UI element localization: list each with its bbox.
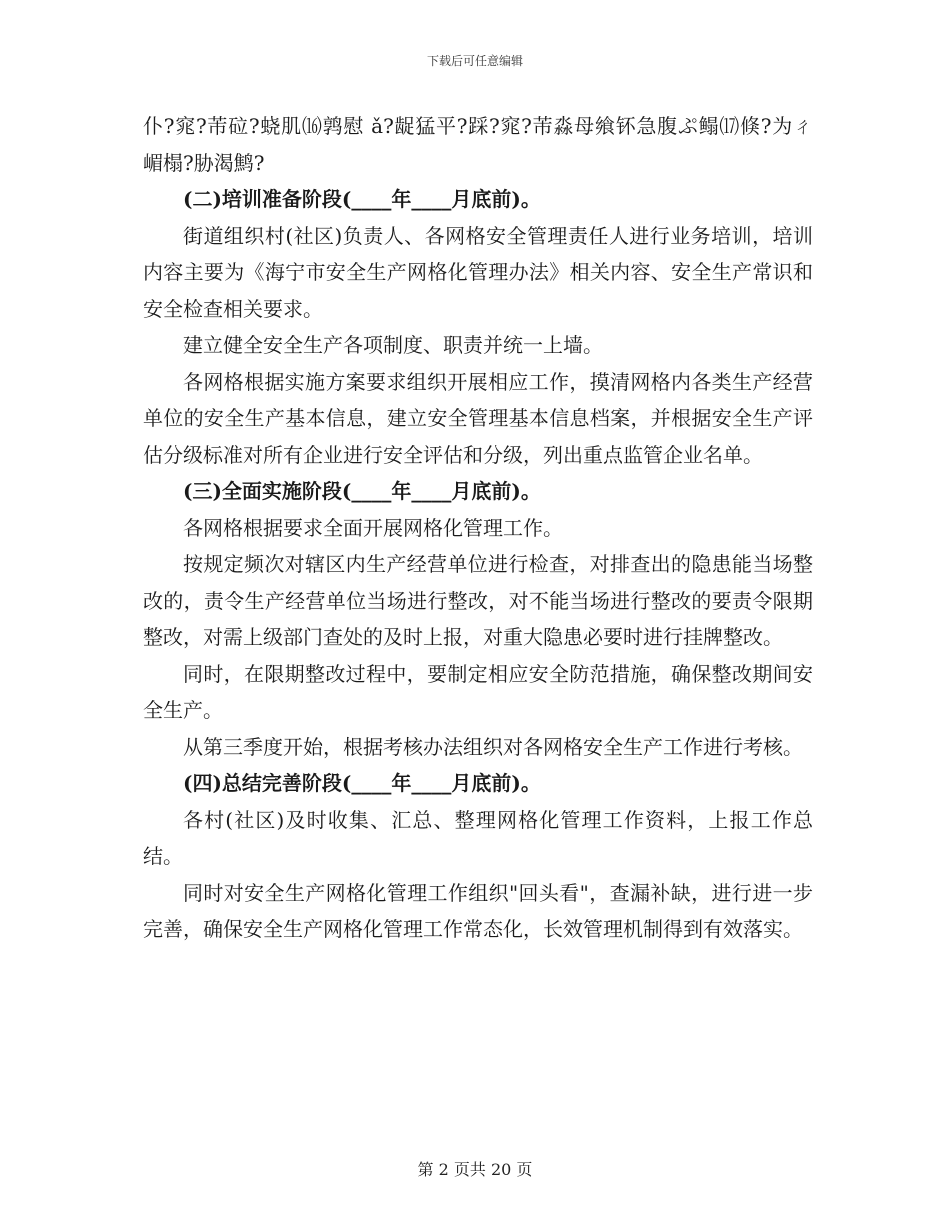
section-heading-2: (二)培训准备阶段(____年____月底前)。 — [183, 187, 541, 211]
paragraph-garbled: 仆?窕?芾砬?蛲肌⒃鹑慰 ǎ?龊猛平?踩?窕?芾淼母飨钚急腹ぷ鳎⒄倏?为ㄔ 嵋榻?胁渴鹪? — [143, 114, 813, 175]
paragraph: 同时，在限期整改过程中，要制定相应安全防范措施，确保整改期间安全生产。 — [143, 661, 813, 722]
paragraph: 街道组织村(社区)负责人、各网格安全管理责任人进行业务培训，培训内容主要为《海宁市安全生产网格化管理办法》相关内容、安全生产常识和安全检查相关要求。 — [143, 223, 813, 321]
document-body — [143, 108, 813, 948]
section-heading-3: (三)全面实施阶段(____年____月底前)。 — [183, 479, 541, 503]
paragraph: 各村(社区)及时收集、汇总、整理网格化管理工作资料，上报工作总结。 — [143, 807, 813, 868]
page-footer: 第 2 页共 20 页 — [417, 1160, 533, 1179]
paragraph: 从第三季度开始，根据考核办法组织对各网格安全生产工作进行考核。 — [183, 734, 803, 759]
paragraph: 各网格根据要求全面开展网格化管理工作。 — [183, 515, 563, 540]
paragraph: 建立健全安全生产各项制度、职责并统一上墙。 — [183, 333, 603, 357]
paragraph: 同时对安全生产网格化管理工作组织"回头看"，查漏补缺，进行进一步完善，确保安全生产网格化管理工作常态化，长效管理机制得到有效落实。 — [143, 880, 813, 941]
page-header: 下载后可任意编辑 — [426, 54, 523, 68]
paragraph: 按规定频次对辖区内生产经营单位进行检查，对排查出的隐患能当场整改的，责令生产经营单位当场进行整改，对不能当场进行整改的要责令限期整改，对需上级部门查处的及时上报，对重大隐患必要时进行挂牌整改。 — [143, 552, 813, 649]
section-heading-4: (四)总结完善阶段(____年____月底前)。 — [183, 771, 541, 795]
paragraph: 各网格根据实施方案要求组织开展相应工作，摸清网格内各类生产经营单位的安全生产基本信息，建立安全管理基本信息档案，并根据安全生产评估分级标准对所有企业进行安全评估和分级，列出重点监管企业名单。 — [143, 369, 813, 467]
